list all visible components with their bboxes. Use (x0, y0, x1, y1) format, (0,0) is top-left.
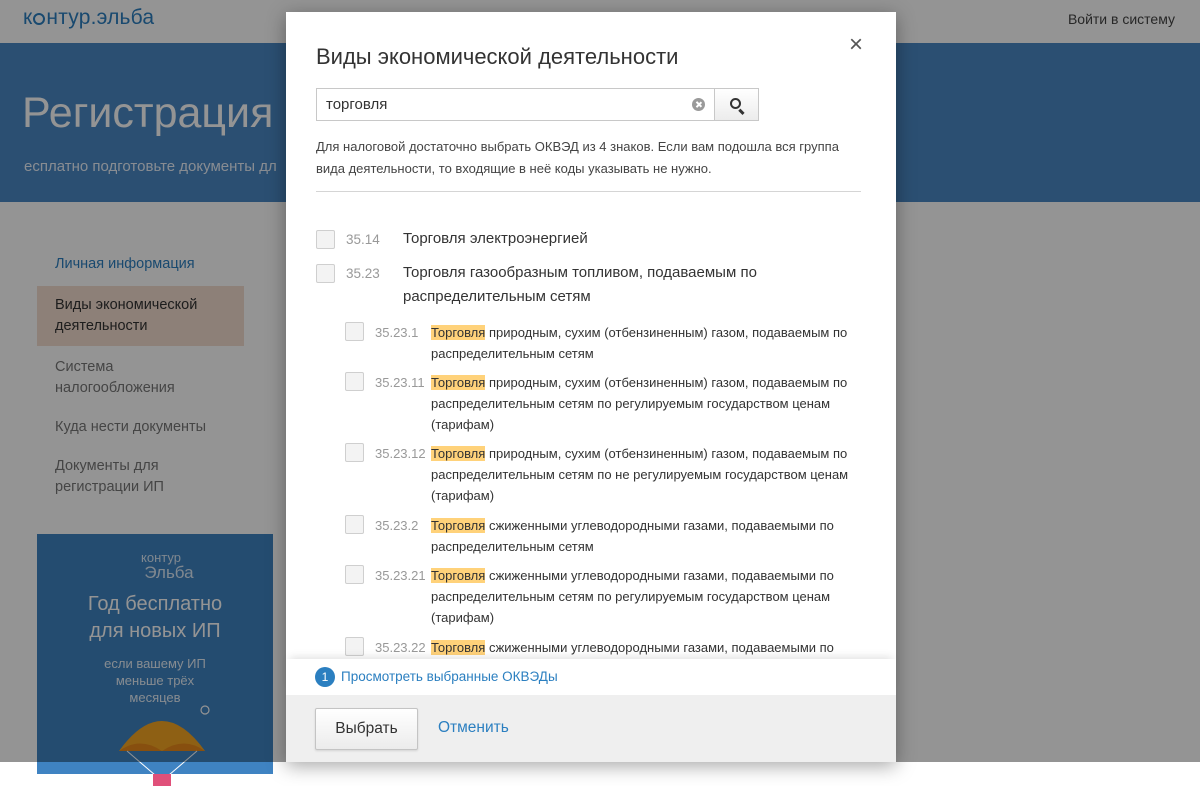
page-title: Регистрация (22, 89, 274, 137)
item-title: Торговля сжиженными углеводородными газами, подаваемыми по распределительным сетям (431, 518, 834, 554)
promo-headline: Год бесплатно для новых ИП (87, 593, 223, 642)
item-checkbox[interactable] (345, 565, 364, 584)
search-highlight: Торговля (431, 446, 486, 461)
list-item (316, 220, 876, 250)
item-title: Торговля газообразным топливом, подаваемым по распределительным сетям (403, 264, 757, 305)
search-button[interactable] (714, 88, 759, 121)
selected-count-badge: 1 (315, 667, 335, 687)
item-title: Торговля природным, сухим (отбензиненным) газом, подаваемым по распределительным сетям (431, 325, 848, 361)
item-title: Торговля природным, сухим (отбензиненным) газом, подаваемым по распределительным сетям по не регулируемым государством ценам (тарифам) (431, 446, 849, 503)
promo-logo-bottom: Эльба (144, 563, 194, 582)
item-code: 35.23.1 (375, 325, 419, 340)
search-input[interactable] (316, 88, 714, 121)
item-code: 35.23.21 (375, 568, 426, 583)
item-title: Торговля электроэнергией (403, 230, 588, 247)
promo-logo-top: контур (141, 550, 181, 565)
hint-text: Для налоговой достаточно выбрать ОКВЭД из 4 знаков. Если вам подошла вся группа вида деятельности, то входящие в неё коды указывать не нужно. (316, 139, 839, 176)
okved-dialog (286, 12, 896, 762)
close-icon[interactable]: × (848, 31, 863, 58)
item-checkbox[interactable] (345, 443, 364, 462)
hero-subtitle: есплатно подготовьте документы дл (24, 158, 277, 175)
search-highlight: Торговля (431, 568, 486, 583)
login-link[interactable]: Войти в систему (1067, 11, 1175, 27)
item-code: 35.23.2 (375, 518, 419, 533)
item-checkbox[interactable] (345, 515, 364, 534)
item-title: Торговля сжиженными углеводородными газами, подаваемыми по распределительным сетям по регулируемым государством ценам (тарифам) (431, 568, 834, 625)
item-checkbox[interactable] (316, 230, 335, 249)
sidebar-item-activity-types[interactable]: Виды экономической деятельности (37, 286, 244, 346)
logo-rest: нтур. (46, 6, 97, 29)
search-highlight: Торговля (431, 325, 486, 340)
item-code: 35.23.22 (375, 640, 426, 655)
list-item (345, 443, 876, 507)
search-box (316, 88, 759, 121)
item-code: 35.23.11 (375, 375, 425, 390)
promo-text: если вашему ИП меньше трёх месяцев (104, 656, 206, 705)
list-item (345, 565, 876, 629)
logo-brand: эльба (96, 6, 155, 29)
search-highlight: Торговля (431, 518, 486, 533)
sidebar-item-documents[interactable]: Документы для регистрации ИП (55, 458, 164, 495)
list-item (345, 372, 876, 436)
search-highlight: Торговля (431, 640, 486, 655)
logo-prefix: к (23, 6, 33, 29)
search-highlight: Торговля (431, 375, 486, 390)
item-code: 35.23 (346, 266, 380, 281)
list-item (345, 322, 876, 366)
item-checkbox[interactable] (345, 372, 364, 391)
list-item (316, 254, 876, 312)
list-item (345, 515, 876, 559)
item-checkbox[interactable] (345, 322, 364, 341)
divider (316, 191, 861, 192)
item-checkbox[interactable] (345, 637, 364, 656)
okved-list[interactable] (316, 212, 876, 658)
item-code: 35.14 (346, 232, 380, 247)
dialog-footer (286, 695, 896, 762)
sidebar-item-where-to-submit[interactable]: Куда нести документы (55, 419, 207, 435)
item-title: Торговля природным, сухим (отбензиненным) газом, подаваемым по распределительным сетям по регулируемым государством ценам (тарифам) (431, 375, 848, 432)
select-button[interactable]: Выбрать (315, 708, 418, 750)
view-selected-link[interactable]: Просмотреть выбранные ОКВЭДы (341, 669, 558, 684)
item-title: Торговля сжиженными углеводородными газами, подаваемыми по (431, 640, 834, 655)
item-checkbox[interactable] (316, 264, 335, 283)
clear-search-icon[interactable] (692, 98, 705, 111)
dialog-title: Виды экономической деятельности (316, 44, 679, 69)
cancel-button[interactable]: Отменить (438, 719, 509, 736)
selected-bar (286, 659, 896, 695)
sidebar-item-personal-info[interactable]: Личная информация (55, 256, 195, 272)
item-code: 35.23.12 (375, 446, 426, 461)
search-icon (730, 98, 741, 109)
sidebar-item-tax-system[interactable]: Система налогообложения (55, 359, 175, 396)
